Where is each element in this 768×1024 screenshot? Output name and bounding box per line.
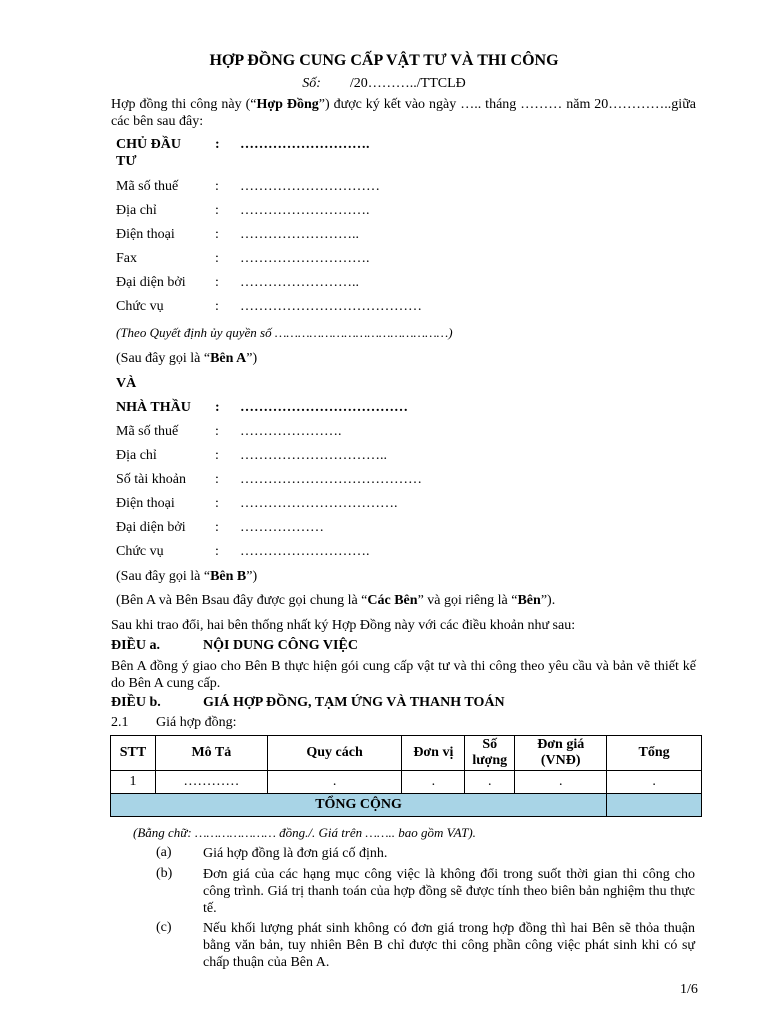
clause-label: (a): [156, 845, 172, 860]
colon: :: [215, 544, 219, 559]
field-value: ……………………..: [240, 275, 359, 290]
table-cell: .: [515, 771, 607, 794]
field-value: …………………………………: [240, 299, 422, 314]
clause-label: (c): [156, 920, 172, 935]
article-a-body: Bên A đồng ý giao cho Bên B thực hiện gói cung cấp vật tư và thi công theo yêu cầu và bản vẽ thiết kế do Bên A cung cấp.: [111, 659, 696, 691]
colon: :: [215, 179, 219, 194]
field-value: …………………………: [240, 179, 380, 194]
clause-text: Giá hợp đồng là đơn giá cố định.: [203, 846, 388, 861]
collective-definition: [116, 593, 555, 609]
article-b-title: GIÁ HỢP ĐỒNG, TẠM ỨNG VÀ THANH TOÁN: [203, 695, 505, 710]
collective-pre: (Bên A và Bên Bsau đây được gọi chung là “: [116, 593, 368, 608]
field-value: …………………………….: [240, 496, 398, 511]
field-value: ………………: [240, 520, 324, 535]
party-a-heading: CHỦ ĐẦU: [116, 137, 181, 152]
alias-post: ”): [246, 351, 258, 366]
collective-bold2: Bên: [517, 593, 541, 608]
page-number: 1/6: [680, 982, 698, 997]
price-table: [110, 735, 702, 817]
contract-number-value: /20………../TTCLĐ: [349, 76, 466, 91]
field-label: Mã số thuế: [116, 179, 179, 194]
table-header-row: [111, 736, 702, 771]
alias-bold: Bên A: [210, 351, 247, 366]
article-b-number: ĐIỀU b.: [111, 695, 161, 710]
table-header: Số lượng: [465, 736, 515, 771]
section-title: Giá hợp đồng:: [156, 715, 237, 730]
amount-in-words: (Bằng chữ: ………………… đồng./. Giá trên …….. bao gồm VAT).: [133, 825, 476, 840]
table-cell: .: [267, 771, 402, 794]
party-a-name-value: ……………………….: [240, 137, 370, 152]
clause-text: Đơn giá của các hạng mục công việc là không đổi trong suốt thời gian thi công cho công trình. Giá trị thanh toán của hợp đồng sẽ được tính theo biên bản nghiệm thu thực tế.: [203, 867, 695, 916]
field-label: Địa chỉ: [116, 203, 157, 218]
party-b-alias: [116, 569, 257, 585]
table-header: Tổng: [607, 736, 702, 771]
intro-text-pre: Hợp đồng thi công này (“: [111, 97, 257, 112]
table-header: Quy cách: [267, 736, 402, 771]
contract-title: HỢP ĐỒNG CUNG CẤP VẬT TƯ VÀ THI CÔNG: [209, 52, 559, 69]
table-cell: .: [465, 771, 515, 794]
field-label: Mã số thuế: [116, 424, 179, 439]
field-value: …………………………..: [240, 448, 387, 463]
table-total-row: [111, 794, 702, 817]
table-cell: .: [607, 771, 702, 794]
article-a-title: NỘI DUNG CÔNG VIỆC: [203, 638, 358, 653]
party-b-name-value: ………………………………: [240, 400, 408, 415]
clause-text: Nếu khối lượng phát sinh không có đơn giá trong hợp đồng thì hai Bên sẽ thỏa thuận bằng văn bản, tuy nhiên Bên B chỉ được thi công phần công việc phát sinh khi có sự chấp thuận của Bên A.: [203, 921, 695, 970]
contract-number: [0, 76, 768, 92]
field-value: ……………………….: [240, 203, 370, 218]
article-a-number: ĐIỀU a.: [111, 638, 161, 653]
alias-pre: (Sau đây gọi là “: [116, 351, 211, 366]
contract-number-label: Số:: [302, 76, 321, 91]
colon: :: [215, 299, 219, 314]
colon: :: [215, 203, 219, 218]
collective-bold1: Các Bên: [367, 593, 418, 608]
total-value: [607, 794, 702, 817]
collective-mid: ” và gọi riêng là “: [417, 593, 518, 608]
total-label: TỔNG CỘNG: [111, 794, 607, 817]
field-label: Đại diện bởi: [116, 520, 186, 535]
colon: :: [215, 472, 219, 487]
table-cell: 1: [111, 771, 156, 794]
party-a-alias: [116, 351, 257, 367]
colon: :: [215, 251, 219, 266]
table-cell: …………: [155, 771, 267, 794]
table-header: Đơn giá (VNĐ): [515, 736, 607, 771]
and-label: VÀ: [116, 376, 137, 391]
colon: :: [215, 227, 219, 242]
intro-text-bold: Hợp Đồng: [256, 97, 319, 112]
section-number: 2.1: [111, 715, 129, 730]
field-label: Số tài khoản: [116, 472, 186, 487]
authorization-note: (Theo Quyết định ủy quyền số ………………………………………): [116, 325, 453, 340]
field-value: ……………………….: [240, 544, 370, 559]
alias-bold: Bên B: [210, 569, 247, 584]
field-label: Điện thoại: [116, 496, 175, 511]
colon: :: [215, 496, 219, 511]
alias-pre: (Sau đây gọi là “: [116, 569, 211, 584]
colon: :: [215, 400, 220, 415]
collective-post: ”).: [540, 593, 556, 608]
field-value: ………………….: [240, 424, 342, 439]
agreement-line: Sau khi trao đổi, hai bên thống nhất ký Hợp Đồng này với các điều khoản như sau:: [111, 618, 576, 633]
table-header: Đơn vị: [402, 736, 465, 771]
field-label: Fax: [116, 251, 137, 266]
field-value: ……………………..: [240, 227, 359, 242]
intro-paragraph: [111, 96, 696, 130]
colon: :: [215, 424, 219, 439]
party-a-heading-line2: TƯ: [116, 154, 137, 169]
colon: :: [215, 520, 219, 535]
colon: :: [215, 448, 219, 463]
field-label: Chức vụ: [116, 544, 164, 559]
clause-label: (b): [156, 866, 173, 881]
colon: :: [215, 275, 219, 290]
field-label: Đại diện bởi: [116, 275, 186, 290]
field-label: Điện thoại: [116, 227, 175, 242]
table-header: Mô Tả: [155, 736, 267, 771]
party-b-heading: NHÀ THẦU: [116, 400, 191, 415]
field-label: Chức vụ: [116, 299, 164, 314]
colon: :: [215, 137, 220, 152]
intro-text-post: ”) được ký kết vào ngày ….. tháng ……… năm 20…………..giữa các bên sau đây:: [111, 97, 696, 129]
alias-post: ”): [246, 569, 258, 584]
field-value: …………………………………: [240, 472, 422, 487]
table-row: [111, 771, 702, 794]
table-header: STT: [111, 736, 156, 771]
field-value: ……………………….: [240, 251, 370, 266]
field-label: Địa chỉ: [116, 448, 157, 463]
table-cell: .: [402, 771, 465, 794]
